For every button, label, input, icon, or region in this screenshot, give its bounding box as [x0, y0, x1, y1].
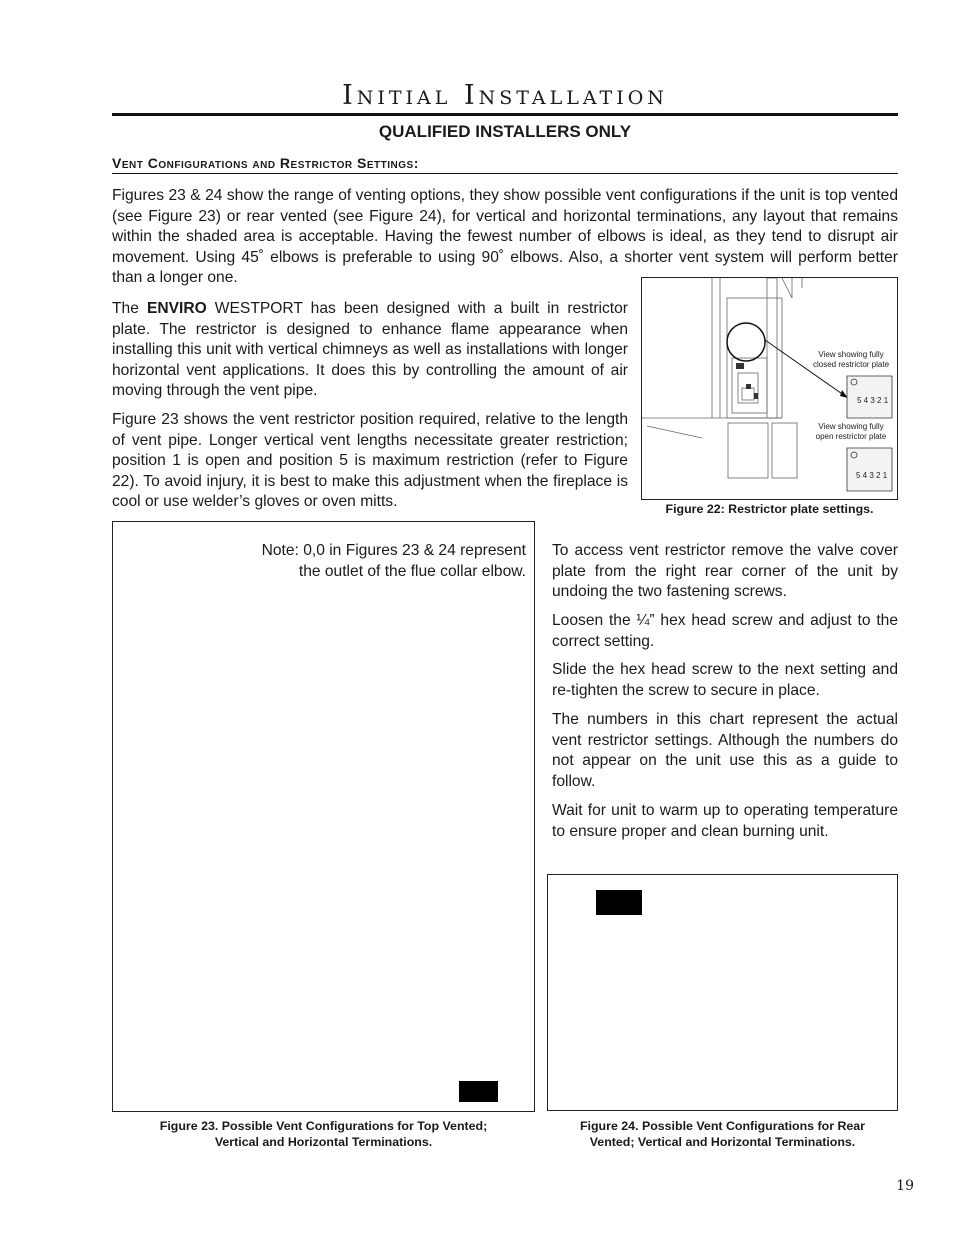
- callout-line: [765, 340, 848, 398]
- slide-paragraph: Slide the hex head screw to the next setting and re-tighten the screw to secure in place.: [552, 661, 898, 699]
- figure-23-box: [112, 521, 535, 1112]
- open-label-2: open restrictor plate: [815, 432, 887, 441]
- closed-label-2: closed restrictor plate: [812, 360, 890, 369]
- note-line-2: the outlet of the flue collar elbow.: [298, 562, 526, 580]
- figure-23-caption-line-2: Vertical and Horizontal Terminations.: [214, 1135, 433, 1149]
- access-paragraph: To access vent restrictor remove the valve cover plate from the right rear corner of the unit by undoing the two fastening screws.: [552, 542, 898, 601]
- closed-label-1: View showing fully: [818, 350, 884, 359]
- figure-23-redaction-block: [459, 1081, 498, 1102]
- warm-up-paragraph: Wait for unit to warm up to operating temperature to ensure proper and clean burning unit.: [552, 802, 898, 840]
- note-line-1: Note: 0,0 in Figures 23 & 24 represent: [261, 542, 526, 559]
- page-subtitle: QUALIFIED INSTALLERS ONLY: [378, 122, 632, 141]
- open-scale-numbers: 5 4 3 2 1: [856, 471, 888, 480]
- callout-circle: [727, 323, 765, 361]
- figure-22-image: [641, 277, 898, 500]
- intro-paragraph: Figures 23 & 24 show the range of venting options, they show possible vent configurations if the unit is top vented (see Figure 23) or rear vented (see Figure 24), for vertical and horizontal terminations, any layout that remains within the shaded area is acceptable. Having the fewest number of elbows is ideal, as they tend to disrupt air movement. Using 45˚ elbows is preferable to using 90˚ elbows. Also, a shorter vent system will perform better than a longer one.: [112, 187, 898, 287]
- title-rule: [112, 113, 898, 116]
- page-title: Initial Installation: [342, 80, 668, 111]
- brand-name: ENVIRO: [146, 300, 207, 317]
- open-label-1: View showing fully: [818, 422, 884, 431]
- figure-24-caption-line-2: Vented; Vertical and Horizontal Terminations.: [589, 1135, 856, 1149]
- restrictor-plate-illustration: [642, 278, 897, 499]
- section-rule: [112, 173, 898, 174]
- figure-24-redaction-block: [596, 890, 642, 915]
- closed-scale-numbers: 5 4 3 2 1: [857, 396, 889, 405]
- page-number: 19: [896, 1178, 914, 1194]
- loosen-paragraph: Loosen the ¼” hex head screw and adjust to the correct setting.: [552, 612, 898, 650]
- figure-23-caption-line-1: Figure 23. Possible Vent Configurations for Top Vented;: [159, 1119, 488, 1133]
- open-plate: [847, 448, 892, 491]
- restrictor-paragraph-post: WESTPORT has been designed with a built in restrictor plate. The restrictor is designed to enhance flame appearance when installing this unit with vertical chimneys as well as installations with longer horizontal vent applications. It does this by controlling the amount of air moving through the vent pipe.: [112, 300, 628, 400]
- figure-24-caption-line-1: Figure 24. Possible Vent Configurations for Rear: [579, 1119, 866, 1133]
- figure-24-caption: [547, 1118, 898, 1150]
- numbers-paragraph: The numbers in this chart represent the actual vent restrictor settings. Although the numbers do not appear on the unit use this as a guide to follow.: [552, 711, 898, 790]
- vent-restrictor-paragraph: Figure 23 shows the vent restrictor position required, relative to the length of vent pipe. Longer vertical vent lengths necessitate greater restriction; position 1 is open and position 5 is maximum restriction (refer to Figure 22). To avoid injury, it is best to make this adjustment when the fireplace is cool or use welder’s gloves or oven mitts.: [112, 411, 628, 511]
- figure-22-caption: Figure 22: Restrictor plate settings.: [665, 502, 874, 516]
- figure-23-note: [130, 541, 526, 582]
- restrictor-paragraph-pre: The: [112, 300, 147, 317]
- figure-23-caption: [112, 1118, 535, 1150]
- restrictor-paragraph: [112, 299, 628, 402]
- section-heading: Vent Configurations and Restrictor Settings:: [112, 155, 419, 171]
